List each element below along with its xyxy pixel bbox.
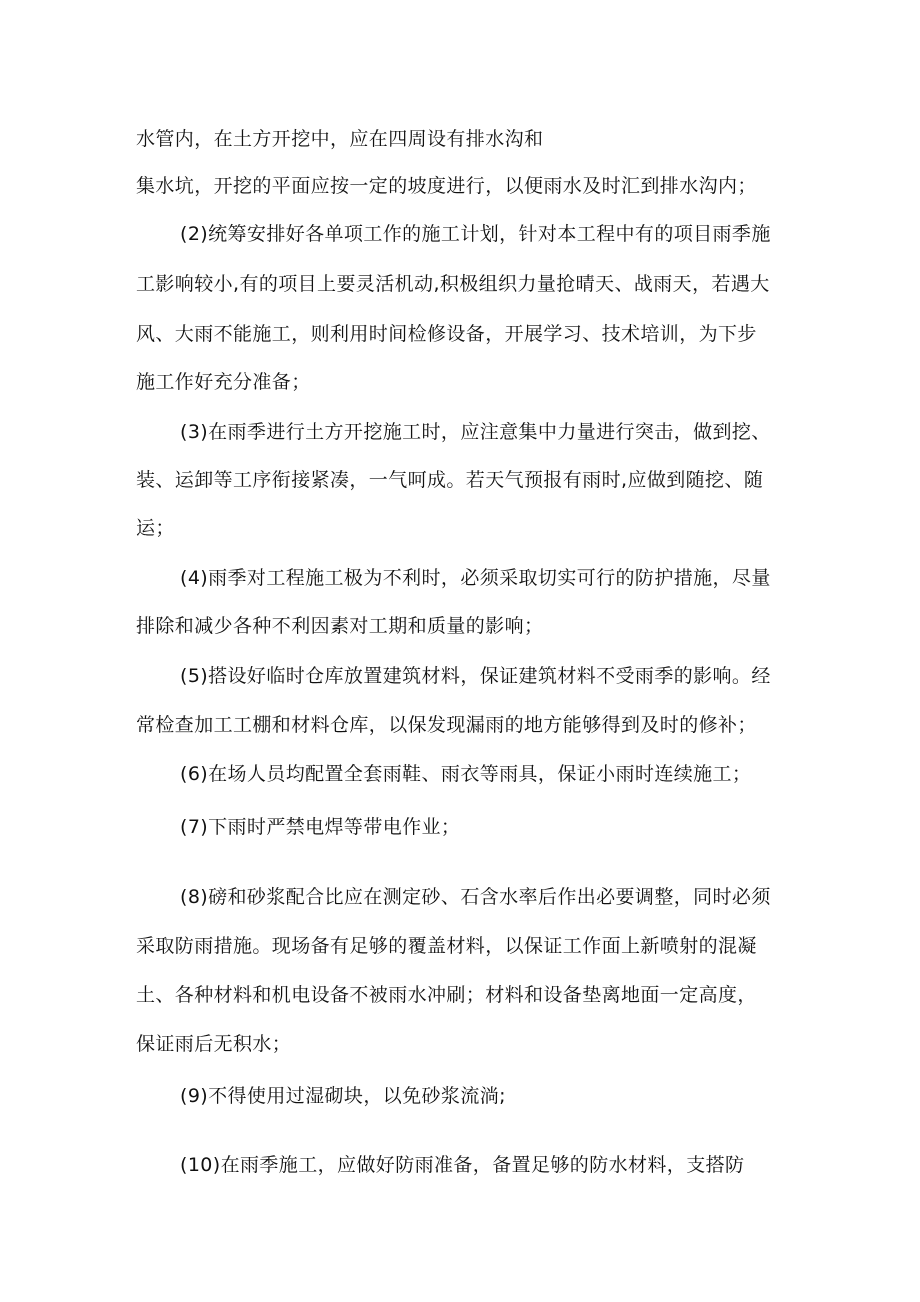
text-line: 施工作好充分准备；: [136, 371, 311, 393]
text-line: 运；: [136, 517, 175, 539]
text-line: 排除和减少各种不利因素对工期和质量的影响；: [136, 615, 544, 637]
paragraph-3-line: (3)在雨季进行土方开挖施工时，应注意集中力量进行突击，做到挖、: [180, 421, 771, 443]
text-line: 集水坑，开挖的平面应按一定的坡度进行，以便雨水及时汇到排水沟内；: [136, 175, 757, 197]
text-line: 土、各种材料和机电设备不被雨水冲刷；材料和设备垫离地面一定高度，: [136, 984, 757, 1006]
paragraph-6-line: (6)在场人员均配置全套雨鞋、雨衣等雨具，保证小雨时连续施工；: [180, 763, 752, 785]
text-line: 采取防雨措施。现场备有足够的覆盖材料，以保证工作面上新喷射的混凝: [136, 935, 757, 957]
text-line: 常检查加工工棚和材料仓库，以保发现漏雨的地方能够得到及时的修补；: [136, 714, 757, 736]
paragraph-8-line: (8)磅和砂浆配合比应在测定砂、石含水率后作出必要调整，同时必须: [180, 886, 771, 908]
paragraph-9-line: (9)不得使用过湿砌块，以免砂浆流淌;: [180, 1085, 506, 1107]
text-line: 风、大雨不能施工，则利用时间检修设备，开展学习、技术培训，为下步: [136, 323, 757, 345]
paragraph-5-line: (5)搭设好临时仓库放置建筑材料，保证建筑材料不受雨季的影响。经: [180, 665, 771, 687]
paragraph-4-line: (4)雨季对工程施工极为不利时，必须采取切实可行的防护措施，尽量: [180, 567, 771, 589]
text-line: 工影响较小,有的项目上要灵活机动,积极组织力量抢晴天、战雨天，若遇大: [136, 273, 770, 295]
paragraph-7-line: (7)下雨时严禁电焊等带电作业；: [180, 816, 461, 838]
paragraph-10-line: (10)在雨季施工，应做好防雨准备，备置足够的防水材料，支搭防: [180, 1154, 745, 1176]
text-line: 水管内，在土方开挖中，应在四周设有排水沟和: [136, 128, 544, 150]
text-line: 装、运卸等工序衔接紧凑，一气呵成。若天气预报有雨时,应做到随挖、随: [136, 469, 764, 491]
text-line: 保证雨后无积水；: [136, 1033, 292, 1055]
paragraph-2-line: (2)统筹安排好各单项工作的施工计划，针对本工程中有的项目雨季施: [180, 223, 771, 245]
